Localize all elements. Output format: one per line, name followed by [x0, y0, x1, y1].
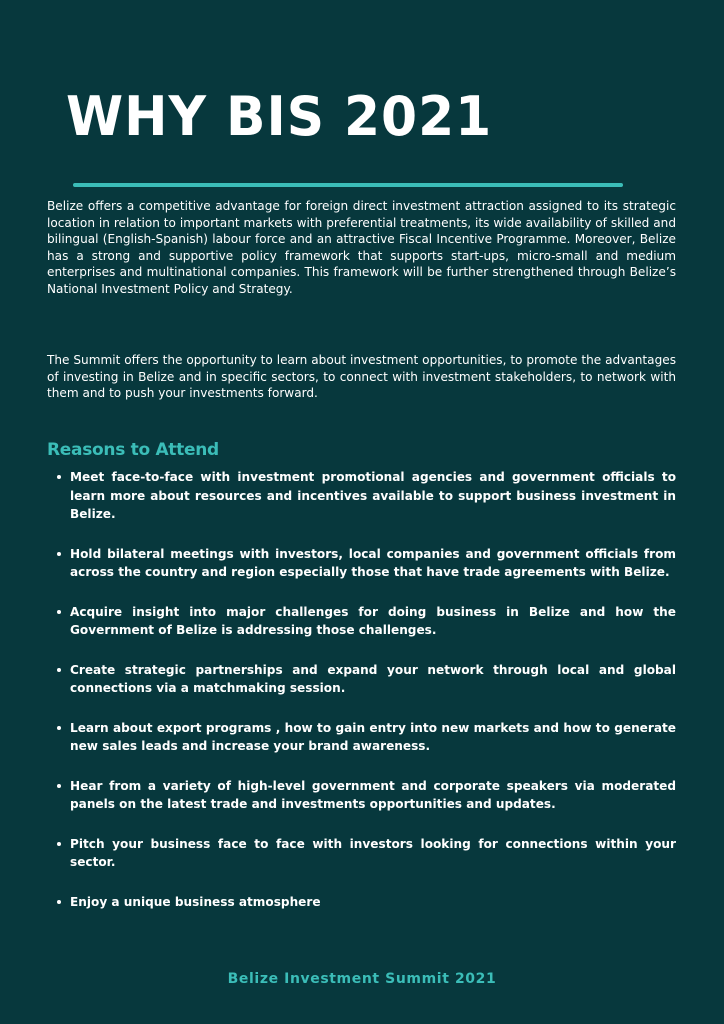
bullet-icon: [57, 610, 61, 614]
reason-item: [47, 777, 676, 814]
reason-text: Acquire insight into major challenges for doing business in Belize and how the Government of Belize is addressing those challenges.: [70, 604, 676, 637]
reason-item: [47, 835, 676, 872]
bullet-icon: [57, 842, 61, 846]
summit-paragraph: The Summit offers the opportunity to learn about investment opportunities, to promote the advantages of investing in Belize and in specific sectors, to connect with investment stakeholders, to network with them and to push your investments forward.: [47, 353, 676, 400]
reason-item: [47, 468, 676, 524]
reason-text: Meet face-to-face with investment promotional agencies and government officials to learn more about resources and incentives available to support business investment in Belize.: [70, 470, 676, 521]
reason-text: Pitch your business face to face with investors looking for connections within your sector.: [70, 836, 676, 869]
reasons-heading: Reasons to Attend: [47, 440, 219, 460]
reason-text: Learn about export programs , how to gain entry into new markets and how to generate new sales leads and increase your brand awareness.: [70, 720, 676, 753]
reason-item: [47, 719, 676, 756]
reason-item: [47, 661, 676, 698]
reason-text: Create strategic partnerships and expand your network through local and global connections via a matchmaking session.: [70, 662, 676, 695]
bullet-icon: [57, 900, 61, 904]
page-title: WHY BIS 2021: [66, 85, 493, 148]
title-divider: [73, 183, 623, 187]
bullet-icon: [57, 726, 61, 730]
bullet-icon: [57, 552, 61, 556]
bullet-icon: [57, 784, 61, 788]
reason-text: Hear from a variety of high-level government and corporate speakers via moderated panels on the latest trade and investments opportunities and updates.: [70, 778, 676, 811]
reason-item: [47, 893, 676, 912]
bullet-icon: [57, 668, 61, 672]
footer-text: Belize Investment Summit 2021: [227, 971, 497, 987]
reasons-list: [47, 468, 676, 932]
reason-item: [47, 545, 676, 582]
reason-text: Enjoy a unique business atmosphere: [70, 894, 321, 909]
intro-paragraph: Belize offers a competitive advantage for foreign direct investment attraction assigned to its strategic location in relation to important markets with preferential treatments, its wide availability of skilled and bilingual (English-Spanish) labour force and an attractive Fiscal Incentive Programme. Moreover, Belize has a strong and supportive policy framework that supports start-ups, micro-small and medium enterprises and multinational companies. This framework will be further strengthened through Belize’s National Investment Policy and Strategy.: [47, 199, 676, 296]
reason-text: Hold bilateral meetings with investors, local companies and government officials from across the country and region especially those that have trade agreements with Belize.: [70, 546, 676, 579]
reason-item: [47, 603, 676, 640]
bullet-icon: [57, 475, 61, 479]
